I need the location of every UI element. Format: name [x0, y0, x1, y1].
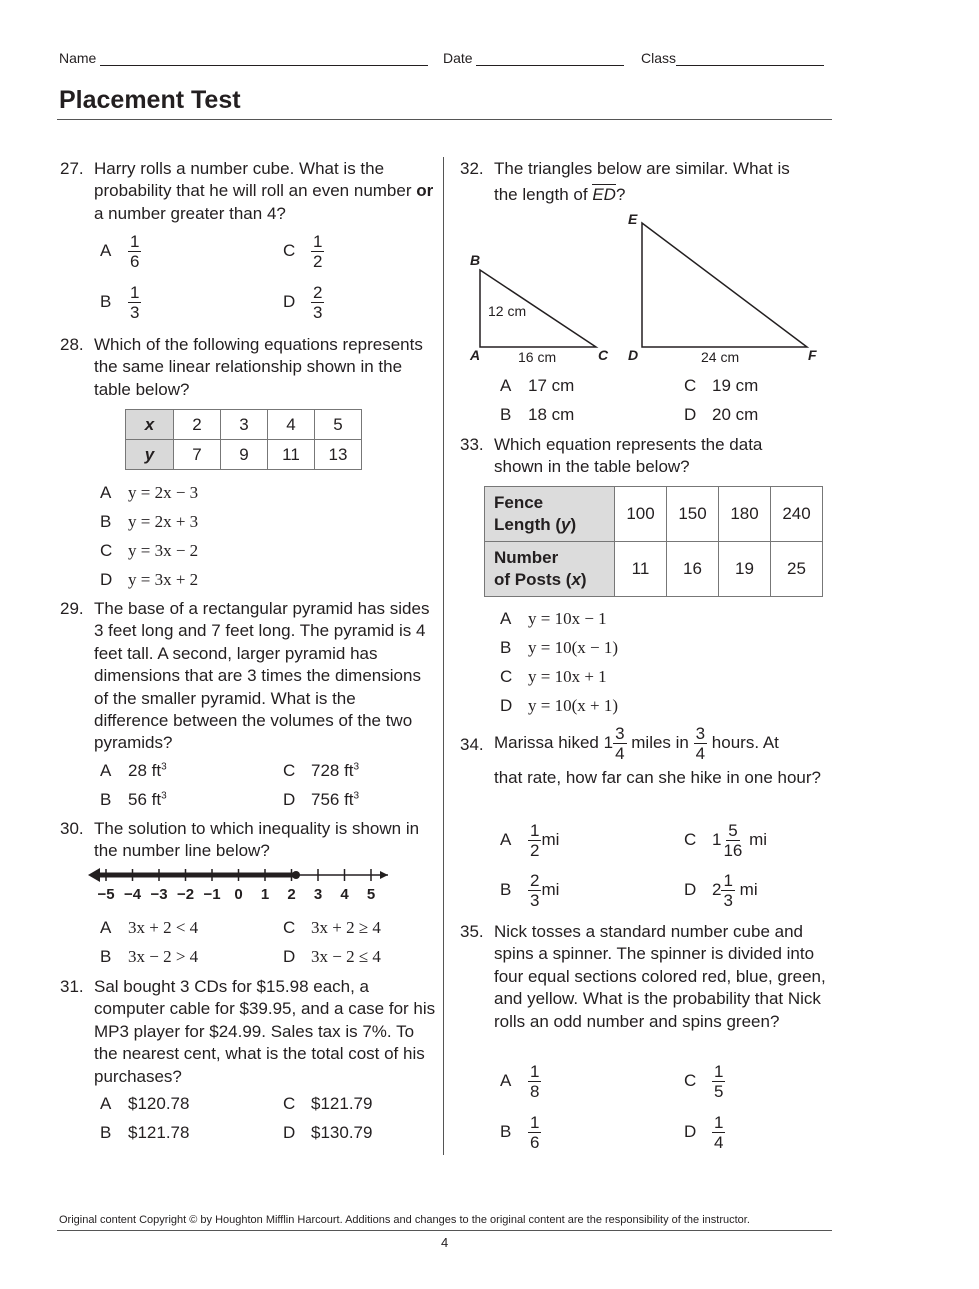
number-line-label: 0 — [234, 886, 243, 903]
number-line-label: −4 — [123, 886, 142, 903]
side-ab-length: 12 cm — [488, 303, 527, 319]
option-30d[interactable]: D 3x − 2 ≤ 4 — [283, 947, 381, 966]
number-line-label: 4 — [340, 886, 349, 903]
number-line-label: 5 — [366, 886, 376, 903]
page-number: 4 — [441, 1235, 449, 1250]
question-number: 31. — [60, 977, 84, 996]
question-text: The base of a rectangular pyramid has sides 3 feet long and 7 feet long. The pyramid is 4 feet tall. A second, larger pyramid has dimensions that are 3 times the dimensions of the smaller pyramid. What is the difference between the volumes of the two pyramids? — [94, 599, 430, 753]
option-33b[interactable]: B y = 10(x − 1) — [500, 638, 618, 657]
number-line-label: −3 — [150, 886, 168, 903]
option-35c[interactable]: C $\frac{1}{5}$ — [684, 1062, 724, 1101]
option-34c[interactable]: C 1 $\frac{5}{16}$ mi — [684, 821, 768, 860]
option-30b[interactable]: B 3x − 2 > 4 — [100, 947, 199, 966]
fraction: $\frac{1}{2}$ — [313, 232, 323, 271]
date-field — [443, 50, 624, 66]
question-text: The triangles below are similar. What is the length of ED? — [494, 159, 790, 205]
page-title: Placement Test — [59, 86, 241, 114]
label-f: F — [808, 347, 817, 363]
option-28a[interactable]: A y = 2x − 3 — [100, 483, 199, 502]
label-a: A — [470, 347, 481, 363]
title-rule — [57, 119, 832, 120]
option-29c[interactable]: C 728 $ft^3$ — [283, 761, 360, 780]
question-text: Which equation represents the data shown in the table below? — [494, 435, 763, 477]
question-number: 28. — [60, 335, 84, 354]
option-32a[interactable]: A 17 cm — [500, 376, 575, 395]
number-line-label: −1 — [203, 886, 221, 903]
number-line-label: 2 — [287, 886, 296, 903]
option-34a[interactable]: A $\frac{1}{2}$ mi — [500, 821, 560, 860]
number-line-label: 3 — [313, 886, 323, 903]
table-header-x: x — [126, 410, 174, 440]
side-df-length: 24 cm — [701, 349, 740, 365]
option-33d[interactable]: D y = 10(x + 1) — [500, 696, 618, 715]
footer-rule — [57, 1230, 832, 1231]
table-header-number-of-posts: Number of Posts (x) — [485, 542, 615, 597]
option-34d[interactable]: D 2 $\frac{1}{3}$ mi — [684, 871, 758, 910]
question-text: Sal bought 3 CDs for $15.98 each, a computer cable for $39.95, and a case for his MP3 player for $24.99. Sales tax is 7%. To the nearest cent, what is the total cost of his purchases? — [94, 977, 436, 1086]
class-field — [641, 50, 824, 66]
triangle-def — [642, 223, 807, 347]
option-29b[interactable]: B 56 $ft^3$ — [100, 790, 167, 809]
question-text: Harry rolls a number cube. What is the probability that he will roll an even number or a number greater than 4? — [94, 159, 434, 223]
option-27c[interactable]: C $\frac{1}{2}$ — [283, 232, 323, 271]
question-number: 30. — [60, 819, 84, 838]
option-27a[interactable]: A $\frac{1}{6}$ — [100, 232, 140, 271]
class-label: Class — [641, 50, 677, 66]
option-35a[interactable]: A $\frac{1}{8}$ — [500, 1062, 540, 1101]
number-line-label: −5 — [97, 886, 115, 903]
question-number: 29. — [60, 599, 84, 618]
table-header-fence-length: Fence Length (y) — [485, 487, 615, 542]
fraction: $\frac{1}{6}$ — [130, 232, 140, 271]
side-ac-length: 16 cm — [518, 349, 557, 365]
name-label: Name — [59, 50, 97, 66]
option-30c[interactable]: C 3x + 2 ≥ 4 — [283, 918, 381, 937]
question-number: 35. — [460, 922, 484, 941]
label-e: E — [628, 211, 638, 227]
number-line — [88, 863, 398, 905]
table-header-y: y — [126, 440, 174, 470]
date-line — [476, 51, 624, 66]
question-text: The solution to which inequality is shown in the number line below? — [94, 819, 420, 861]
option-28c[interactable]: C y = 3x − 2 — [100, 541, 199, 560]
segment-ed: ED — [592, 185, 616, 205]
fraction: $\frac{1}{3}$ — [130, 283, 140, 322]
option-33a[interactable]: A y = 10x − 1 — [500, 609, 607, 628]
class-line — [676, 51, 824, 66]
option-33c[interactable]: C y = 10x + 1 — [500, 667, 607, 686]
similar-triangles-figure — [462, 205, 832, 370]
question-number: 34. — [460, 735, 484, 754]
left-arrow — [88, 868, 100, 882]
question-number: 33. — [460, 435, 484, 454]
label-d: D — [628, 347, 639, 363]
name-field — [59, 50, 428, 66]
question-number: 27. — [60, 159, 84, 178]
option-29a[interactable]: A 28 $ft^3$ — [100, 761, 167, 780]
question-number: 32. — [460, 159, 484, 178]
option-31b[interactable]: B $121.78 — [100, 1123, 190, 1142]
number-line-label: −2 — [176, 886, 195, 903]
xy-table: x 2 3 4 5 y 7 9 11 13 — [125, 409, 362, 470]
question-text: Marissa hiked 1 $\frac{3}{4}$ miles in $\frac{3}{4}$ hours. At that rate, how far can she hike in one hour? — [494, 724, 821, 787]
option-35b[interactable]: B $\frac{1}{6}$ — [500, 1113, 540, 1152]
option-28d[interactable]: D y = 3x + 2 — [100, 570, 199, 589]
label-b: B — [470, 252, 481, 268]
option-32d[interactable]: D 20 cm — [684, 405, 759, 424]
option-35d[interactable]: D $\frac{1}{4}$ — [684, 1113, 724, 1152]
option-29d[interactable]: D 756 $ft^3$ — [283, 790, 360, 809]
option-31c[interactable]: C $121.79 — [283, 1094, 373, 1113]
closed-endpoint — [292, 871, 300, 879]
question-text: Which of the following equations represents the same linear relationship shown in the table below? — [94, 335, 423, 399]
option-32b[interactable]: B 18 cm — [500, 405, 575, 424]
name-line — [100, 51, 428, 66]
label-c: C — [598, 347, 609, 363]
option-28b[interactable]: B y = 2x + 3 — [100, 512, 199, 531]
fence-table: Fence Length (y) 100 150 180 240 Number of Posts (x) 11 16 19 25 — [484, 486, 823, 597]
column-divider — [443, 157, 444, 1155]
option-31a[interactable]: A $120.78 — [100, 1094, 190, 1113]
option-27d[interactable]: D $\frac{2}{3}$ — [283, 283, 323, 322]
option-27b[interactable]: B $\frac{1}{3}$ — [100, 283, 140, 322]
fraction: $\frac{2}{3}$ — [313, 283, 323, 322]
date-label: Date — [443, 50, 473, 66]
number-line-label: 1 — [260, 886, 270, 903]
option-34b[interactable]: B $\frac{2}{3}$ mi — [500, 871, 560, 910]
option-31d[interactable]: D $130.79 — [283, 1123, 373, 1142]
copyright-notice: Original content Copyright © by Houghton Mifflin Harcourt. Additions and changes to the original content are the responsibility of the instructor. — [59, 1214, 750, 1226]
right-arrow — [380, 871, 388, 879]
option-32c[interactable]: C 19 cm — [684, 376, 759, 395]
question-text: Nick tosses a standard number cube and spins a spinner. The spinner is divided into four equal sections colored red, blue, green, and yellow. What is the probability that Nick rolls an odd number and spins green? — [494, 922, 826, 1031]
option-30a[interactable]: A 3x + 2 < 4 — [100, 918, 199, 937]
